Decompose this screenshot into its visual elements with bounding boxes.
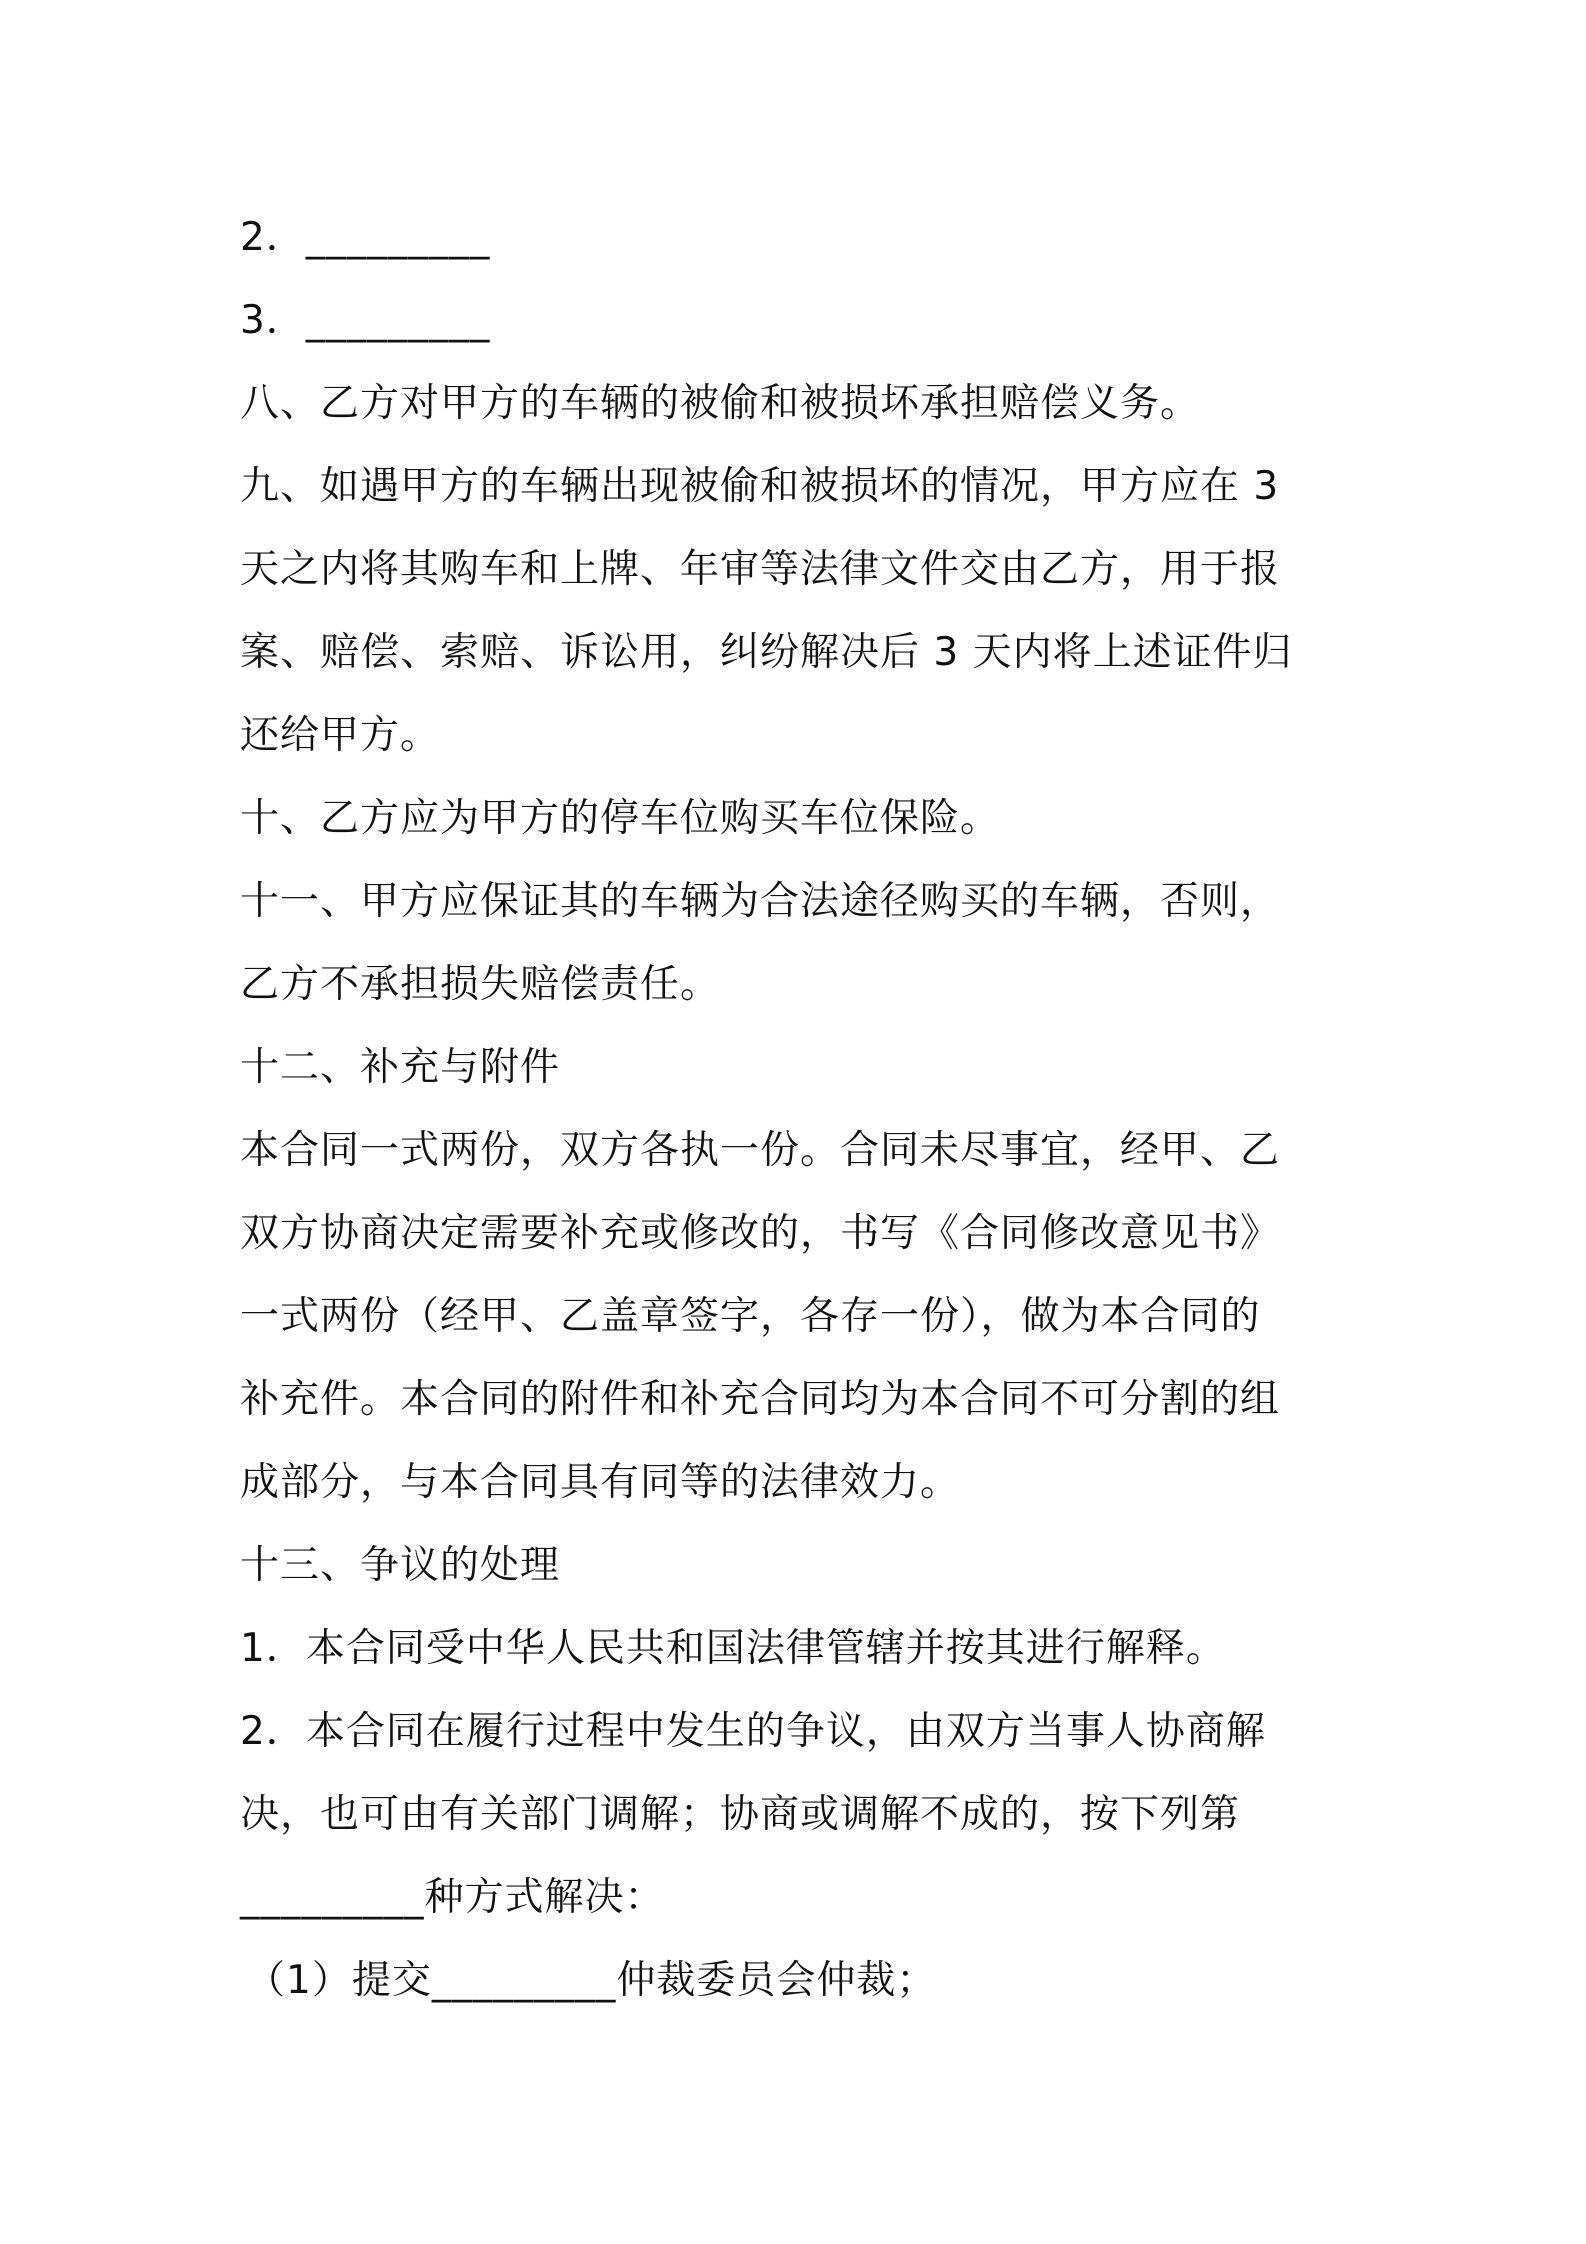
clause-9-line-2: 天之内将其购车和上牌、年审等法律文件交由乙方，用于报 <box>240 547 1281 592</box>
clause-9-line-3: 案、赔偿、索赔、诉讼用，纠纷解决后 3 天内将上述证件归 <box>240 630 1293 675</box>
clause-13-item-2-line-3: _________种方式解决： <box>240 1875 665 1920</box>
clause-13-heading: 十三、争议的处理 <box>240 1543 561 1588</box>
clause-12-body-line-4: 补充件。本合同的附件和补充合同均为本合同不可分割的组 <box>240 1377 1281 1422</box>
clause-9-line-4: 还给甲方。 <box>240 713 441 758</box>
clause-12-heading: 十二、补充与附件 <box>240 1045 561 1090</box>
clause-8: 八、乙方对甲方的车辆的被偷和被损坏承担赔偿义务。 <box>240 381 1201 426</box>
clause-13-item-1: 1．本合同受中华人民共和国法律管辖并按其进行解释。 <box>240 1626 1226 1671</box>
clause-10: 十、乙方应为甲方的停车位购买车位保险。 <box>240 796 1001 841</box>
clause-12-body-line-3: 一式两份（经甲、乙盖章签字，各存一份），做为本合同的 <box>240 1294 1261 1339</box>
clause-13-item-2-line-1: 2．本合同在履行过程中发生的争议，由双方当事人协商解 <box>240 1709 1266 1754</box>
text-line-item-2: 2．_________ <box>240 215 491 260</box>
text-line-item-3: 3．_________ <box>240 298 491 343</box>
document-page <box>240 196 1360 2022</box>
clause-13-item-2-line-2: 决，也可由有关部门调解；协商或调解不成的，按下列第 <box>240 1792 1241 1837</box>
clause-12-body-line-5: 成部分，与本合同具有同等的法律效力。 <box>240 1460 961 1505</box>
clause-12-body-line-2: 双方协商决定需要补充或修改的，书写《合同修改意见书》 <box>240 1211 1281 1256</box>
clause-9-line-1: 九、如遇甲方的车辆出现被偷和被损坏的情况，甲方应在 3 <box>240 464 1280 509</box>
clause-11-line-1: 十一、甲方应保证其的车辆为合法途径购买的车辆，否则， <box>240 879 1281 924</box>
clause-13-option-1: （1）提交_________仲裁委员会仲裁； <box>246 1958 937 2003</box>
clause-12-body-line-1: 本合同一式两份，双方各执一份。合同未尽事宜，经甲、乙 <box>240 1128 1281 1173</box>
clause-11-line-2: 乙方不承担损失赔偿责任。 <box>240 962 721 1007</box>
